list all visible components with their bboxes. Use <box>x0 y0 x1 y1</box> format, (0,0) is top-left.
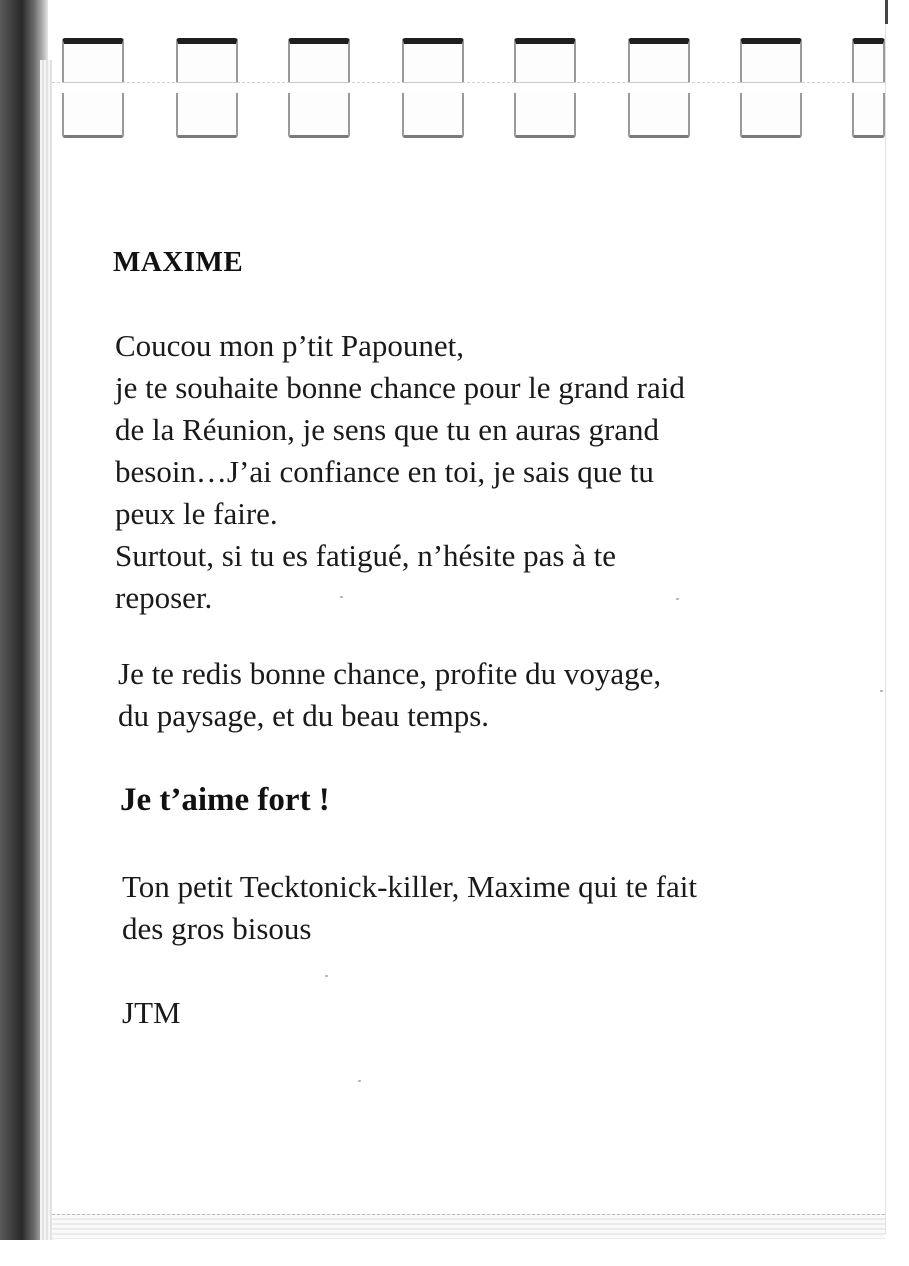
page-title: MAXIME <box>113 246 244 278</box>
spiral-ring-icon <box>402 38 464 138</box>
text-line: peux le faire. <box>115 496 278 531</box>
text-line: du paysage, et du beau temps. <box>118 698 490 733</box>
text-line: Surtout, si tu es fatigué, n’hésite pas à te <box>115 538 617 573</box>
text-line: des gros bisous <box>122 911 312 946</box>
scan-speck <box>325 975 328 977</box>
text-line: reposer. <box>115 580 213 615</box>
spiral-ring-icon <box>62 38 124 138</box>
text-line: Coucou mon p’tit Papounet, <box>115 328 465 363</box>
text-line: Ton petit Tecktonick-killer, Maxime qui te fait <box>122 869 697 904</box>
text-line: besoin…J’ai confiance en toi, je sais que tu <box>115 454 654 489</box>
scan-edge-mark <box>885 0 888 24</box>
text-line: je te souhaite bonne chance pour le grand raid <box>115 370 685 405</box>
spiral-ring-icon <box>628 38 690 138</box>
spiral-ring-icon <box>288 38 350 138</box>
text-line: de la Réunion, je sens que tu en auras grand <box>115 412 660 447</box>
spiral-ring-icon <box>852 38 885 138</box>
spiral-ring-icon <box>176 38 238 138</box>
text-line: Je te redis bonne chance, profite du voyage, <box>118 656 662 691</box>
page-bottom-edge <box>52 1214 885 1239</box>
spiral-ring-icon <box>740 38 802 138</box>
love-line: Je t’aime fort ! <box>120 782 330 818</box>
scan-speck <box>880 690 883 692</box>
signature: JTM <box>122 995 181 1030</box>
scan-speck <box>340 596 343 598</box>
spiral-binding <box>52 38 885 140</box>
scan-speck <box>676 598 679 600</box>
message-paragraph-2 <box>118 653 818 737</box>
message-paragraph-3 <box>122 866 822 950</box>
scan-speck <box>358 1080 361 1082</box>
spiral-ring-icon <box>514 38 576 138</box>
message-paragraph-1 <box>115 325 815 619</box>
